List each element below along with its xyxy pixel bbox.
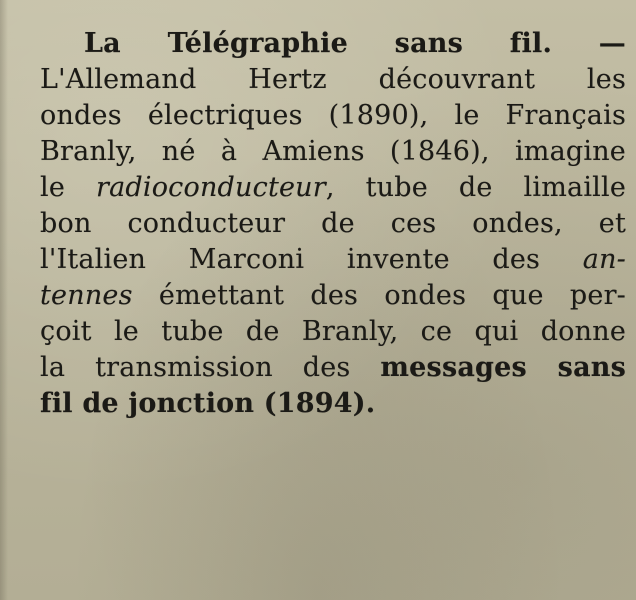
article-line: [40, 170, 626, 206]
paper-shadow-edge: [0, 0, 8, 600]
article-text-segment: l'Italien Marconi invente des: [40, 244, 583, 275]
article-text-segment: tennes: [40, 280, 133, 311]
article-text-segment: çoit le tube de Branly, ce qui donne: [40, 316, 626, 347]
article-text-segment: La Télégraphie sans fil. —: [84, 28, 626, 59]
article-text-segment: fil de jonction (1894).: [40, 388, 376, 419]
article-text-segment: an-: [582, 244, 626, 275]
article-text-segment: L'Allemand Hertz découvrant les: [40, 64, 626, 95]
article-line: [40, 350, 626, 386]
article-text-segment: Branly, né à Amiens (1846), imagine: [40, 136, 626, 167]
article-line: [40, 242, 626, 278]
article-text-block: [40, 26, 626, 422]
article-line: [40, 314, 626, 350]
article-text-segment: émettant des ondes que per-: [132, 280, 626, 311]
article-text-segment: ondes électriques (1890), le Français: [40, 100, 626, 131]
article-line: [40, 26, 626, 62]
article-line: [40, 98, 626, 134]
article-line: [40, 278, 626, 314]
article-text-segment: la transmission des: [40, 352, 381, 383]
article-line: [40, 62, 626, 98]
article-text-segment: , tube de limaille: [325, 172, 626, 203]
article-line: [40, 134, 626, 170]
article-line: [40, 206, 626, 242]
article-text-segment: bon conducteur de ces ondes, et: [40, 208, 626, 239]
article-text-segment: radioconducteur: [96, 172, 326, 203]
article-line: [40, 386, 626, 422]
article-text-segment: le: [40, 172, 96, 203]
article-text-segment: messages sans: [380, 352, 626, 383]
